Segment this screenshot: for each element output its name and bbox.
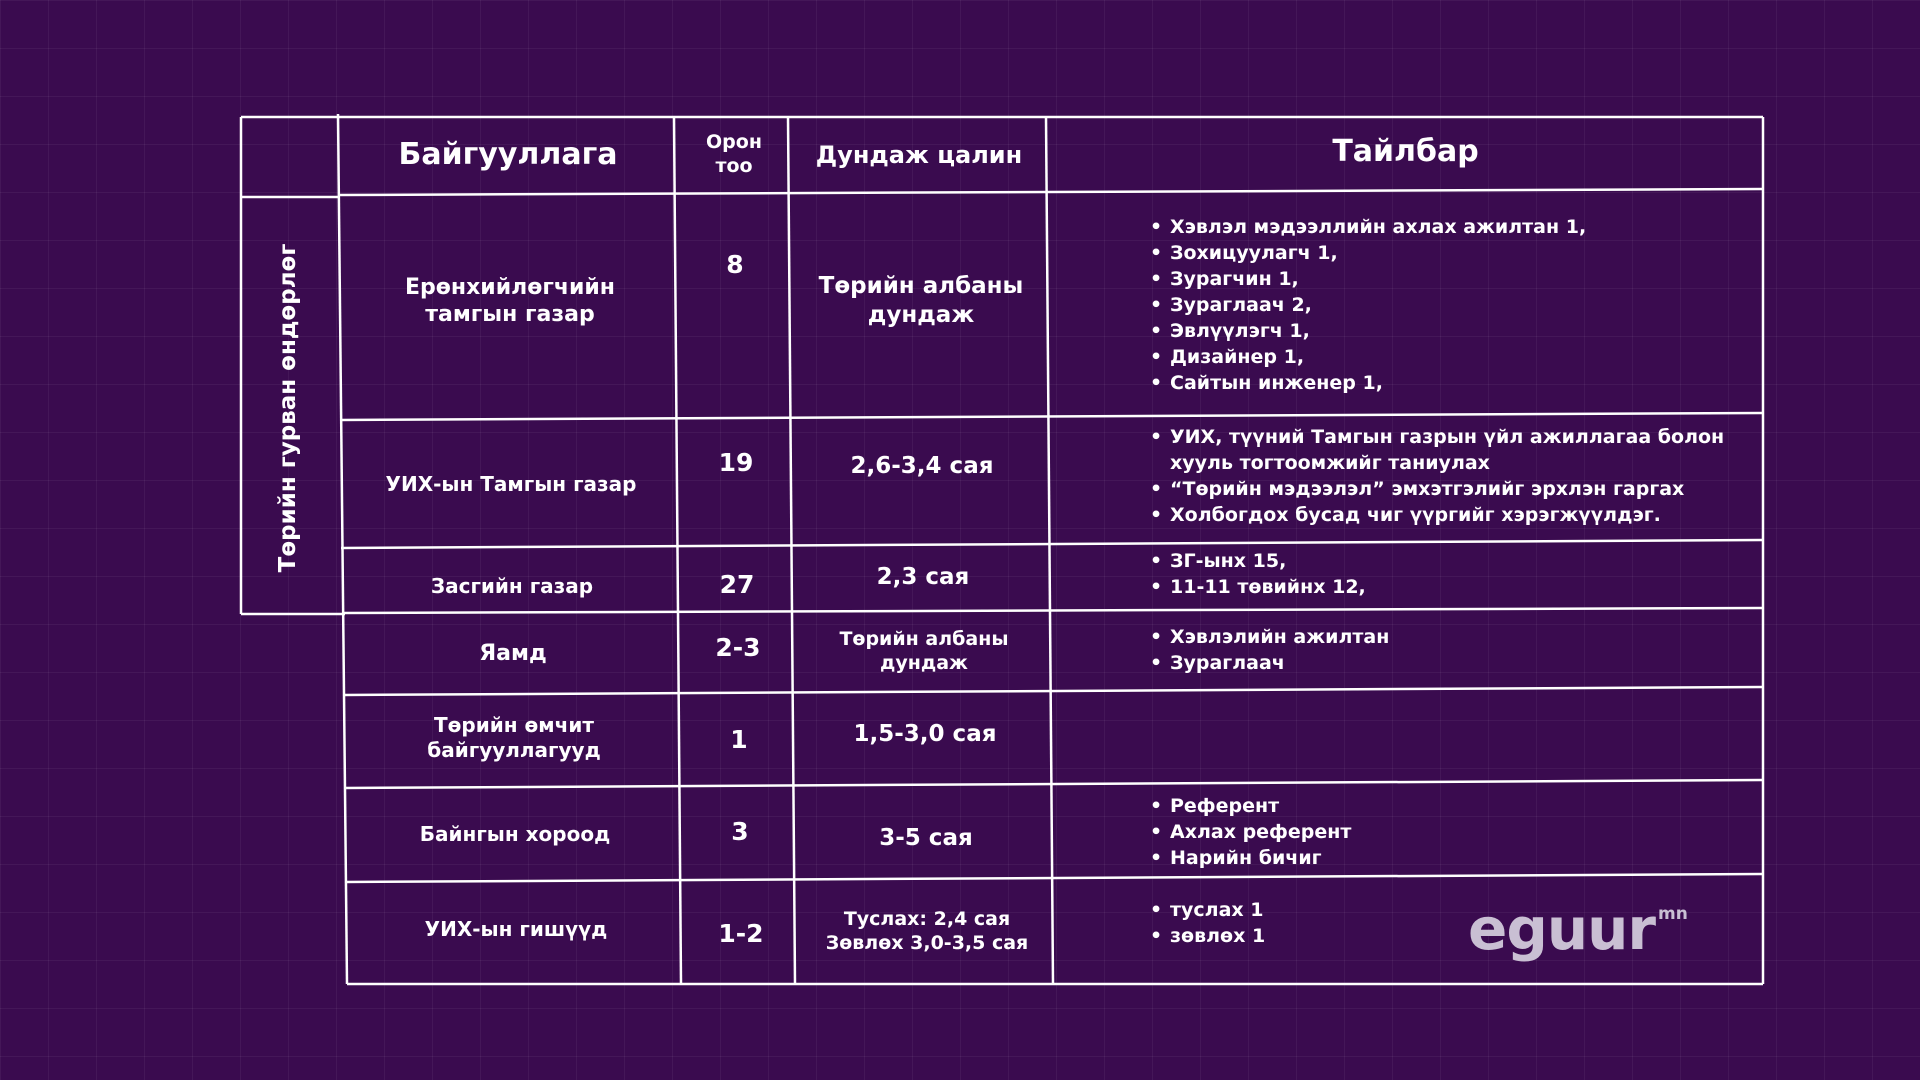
notes-president-office — [1148, 214, 1758, 396]
notes-government — [1148, 548, 1758, 600]
list-item: • Зурагчин 1, — [1148, 266, 1758, 292]
notes-parliament-office — [1148, 424, 1758, 528]
list-item: • Зураглаач 2, — [1148, 292, 1758, 318]
list-item: • Зохицуулагч 1, — [1148, 240, 1758, 266]
org-government: Засгийн газар — [430, 573, 594, 598]
list-item: • Зураглаач — [1148, 650, 1758, 676]
salary-standing-committees: 3-5 сая — [879, 824, 973, 851]
list-item: • Нарийн бичиг — [1148, 845, 1758, 871]
header-salary: Дундаж цалин — [815, 141, 1023, 169]
list-item: • ЗГ-ынх 15, — [1148, 548, 1758, 574]
org-president-office: Ерөнхийлөгчийн тамгын газар — [405, 274, 615, 327]
list-item: • Референт — [1148, 793, 1758, 819]
list-item: • туслах 1 — [1148, 897, 1448, 923]
org-parliament-members: УИХ-ын гишүүд — [424, 916, 608, 941]
salary-line: Зөвлөх 3,0-3,5 сая — [825, 932, 1029, 954]
header-notes: Тайлбар — [1332, 134, 1479, 170]
list-item: • 11-11 төвийнх 12, — [1148, 574, 1758, 600]
count-parliament-members: 1-2 — [718, 919, 764, 949]
list-item: • Сайтын инженер 1, — [1148, 370, 1758, 396]
salary-parliament-office: 2,6-3,4 сая — [850, 452, 994, 479]
salary-president-office: Төрийн албаны дундаж — [818, 273, 1024, 328]
count-president-office: 8 — [726, 250, 744, 280]
count-state-owned: 1 — [730, 725, 748, 755]
group-label: Төрийн гурван өндөрлөг — [275, 243, 301, 573]
notes-parliament-members — [1148, 897, 1448, 949]
logo-text: eguur — [1468, 895, 1656, 963]
org-ministries: Яамд — [479, 641, 547, 667]
list-item: • Холбогдох бусад чиг үүргийг хэрэгжүүлдэг. — [1148, 502, 1758, 528]
list-item: • Ахлах референт — [1148, 819, 1758, 845]
salary-parliament-members — [798, 884, 1056, 980]
salary-state-owned: 1,5-3,0 сая — [853, 720, 997, 747]
count-ministries: 2-3 — [715, 633, 761, 663]
header-organization: Байгууллага — [398, 137, 618, 173]
org-state-owned: Төрийн өмчит байгууллагууд — [427, 713, 601, 762]
salary-line: Туслах: 2,4 сая — [843, 908, 1011, 931]
list-item: • зөвлөх 1 — [1148, 923, 1448, 949]
count-standing-committees: 3 — [731, 817, 749, 847]
list-item: • УИХ, түүний Тамгын газрын үйл ажиллагаа болон хууль тогтоомжийг таниулах — [1148, 424, 1758, 476]
salary-ministries: Төрийн албаны дундаж — [839, 628, 1009, 674]
org-standing-committees: Байнгын хороод — [419, 821, 611, 846]
list-item: • Эвлүүлэгч 1, — [1148, 318, 1758, 344]
list-item: • “Төрийн мэдээлэл” эмхэтгэлийг эрхлэн гаргах — [1148, 476, 1758, 502]
salary-government: 2,3 сая — [876, 563, 970, 590]
list-item: • Хэвлэл мэдээллийн ахлах ажилтан 1, — [1148, 214, 1758, 240]
count-government: 27 — [719, 570, 755, 600]
notes-standing-committees — [1148, 793, 1758, 871]
header-count: Орон тоо — [706, 131, 762, 177]
notes-ministries — [1148, 624, 1758, 676]
list-item: • Хэвлэлийн ажилтан — [1148, 624, 1758, 650]
list-item: • Дизайнер 1, — [1148, 344, 1758, 370]
eguur-logo — [1468, 895, 1688, 963]
count-parliament-office: 19 — [718, 448, 754, 478]
org-parliament-office: УИХ-ын Тамгын газар — [385, 471, 637, 496]
logo-suffix: mn — [1658, 904, 1688, 924]
